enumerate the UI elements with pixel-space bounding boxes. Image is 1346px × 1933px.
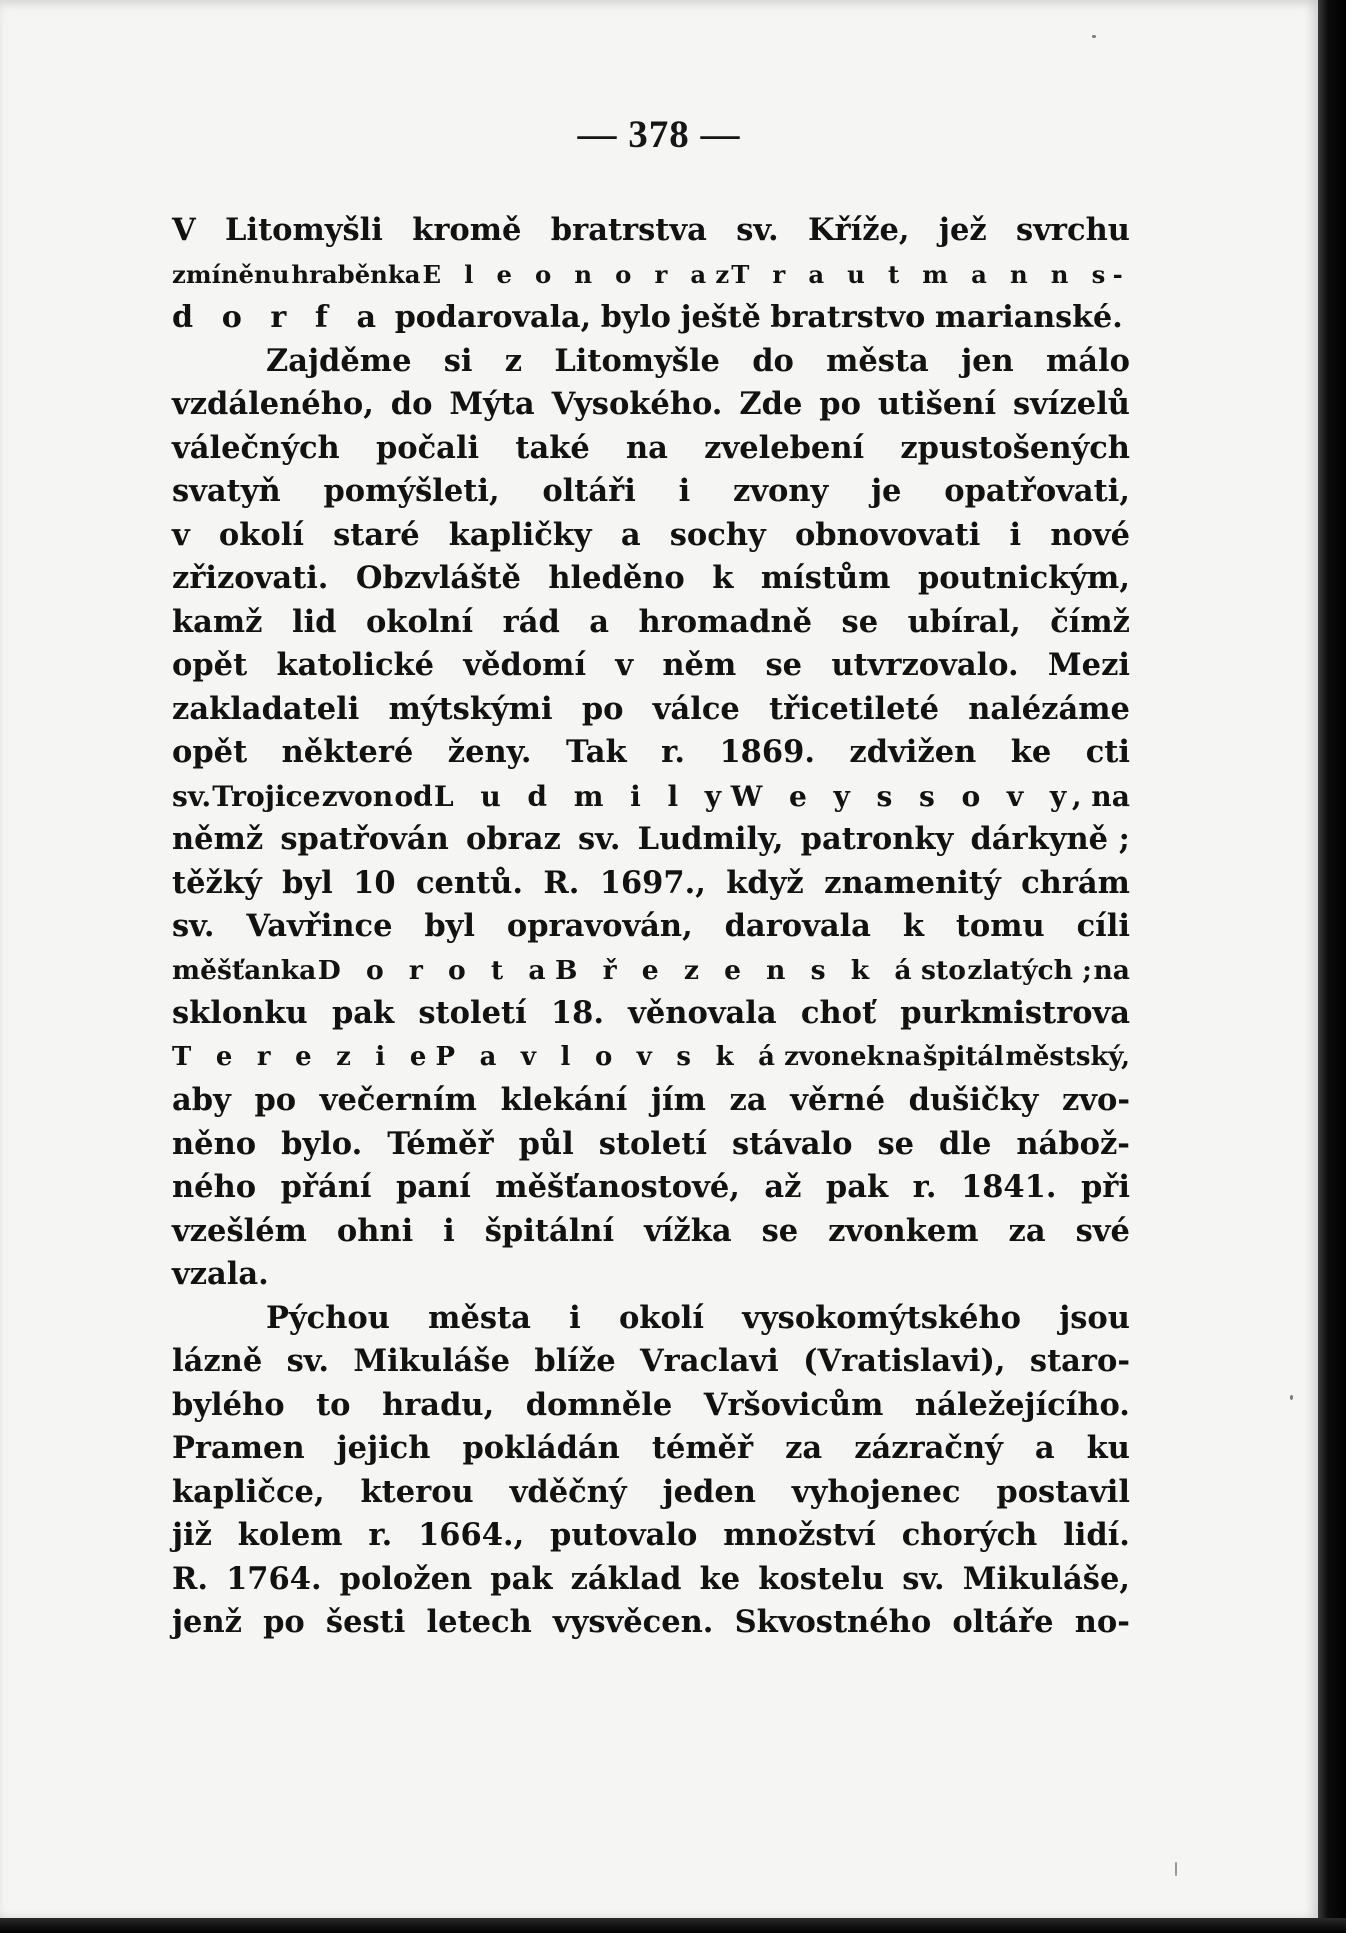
word: 1841. [960,1169,1057,1205]
word: 1697., [599,864,706,901]
word: Vršovicům [703,1386,884,1423]
word: při [1080,1169,1130,1205]
text-line [172,557,1130,601]
word: bylo [600,300,671,335]
word: se [877,1125,915,1162]
paper-speck [1175,1862,1177,1876]
word: kapličky [448,516,592,553]
word: sv. [172,908,215,944]
word: hleděno [548,560,685,596]
word: až [764,1169,802,1205]
text-line [172,1427,1130,1471]
word: kromě [412,212,522,248]
word: zakladateli [172,690,360,727]
word: R. [543,864,580,901]
word: Téměř [387,1125,494,1162]
word: z [504,342,523,379]
word: pak [490,1560,553,1597]
word: městský, [1005,1041,1130,1072]
word: si [443,342,473,379]
word: Zde [739,386,803,422]
word: nábož- [1016,1125,1130,1162]
word: kostelu [758,1560,885,1597]
word: půl [518,1125,574,1162]
word: v [172,516,190,553]
word: ohni [336,1212,414,1249]
word: zdvižen [849,734,977,770]
word: pomýšleti, [323,473,500,509]
word: Mezi [1047,647,1130,683]
word: některé [281,734,414,770]
word: chorých [901,1517,1038,1553]
word: ného [172,1169,257,1205]
word: Pýchou [266,1299,390,1336]
word: patronky [800,821,954,857]
text-line [172,731,1130,775]
word: kolem [237,1517,343,1553]
word: T r a u t m a n n s- [731,259,1130,289]
word: nalézáme [968,690,1130,727]
word: obnovovati [794,516,981,553]
word: dle [939,1125,992,1162]
word: domněle [525,1386,673,1423]
word: E l e o n o r a [422,259,714,289]
word: i [569,1299,581,1336]
word: a [620,516,641,553]
word: chrám [1021,864,1130,901]
text-line [172,1340,1130,1384]
word: cti [1085,734,1130,770]
word: Zajděme [266,342,412,379]
word: z [715,259,730,289]
word: jež [938,212,987,248]
word: století [598,1125,707,1162]
word: 1764. [226,1560,322,1597]
text-line [172,1471,1130,1515]
word: na [1093,954,1130,986]
word: základ [570,1560,682,1597]
word: r. [661,734,685,770]
word: darovala [724,908,871,944]
text-line [172,862,1130,906]
word: zvonek [784,1041,885,1072]
word: okolí [618,1299,704,1336]
word: D o r o t a [317,954,554,986]
word: vzdáleného, [172,386,374,422]
word: bratrstva [550,212,707,248]
word: sklonku [172,995,308,1031]
word: blíže [534,1343,616,1379]
word: jím [650,1082,706,1118]
word: purkmistrova [900,995,1130,1031]
word: r. [912,1169,937,1205]
word: bylého [172,1386,285,1423]
word: marianské. [934,300,1123,335]
word: ubíral, [907,603,1021,640]
word: vzešlém [172,1212,307,1249]
word: 1869. [719,734,815,770]
text-line [172,514,1130,558]
word: vížka [644,1212,732,1249]
word: zřizovati. [172,560,329,596]
text-line [172,775,1130,819]
word: vědomí [463,647,587,683]
word: no- [1074,1604,1130,1640]
word: staro- [1029,1343,1130,1379]
word: choť [800,995,877,1031]
word: za [1008,1212,1046,1249]
word: kamž [172,603,263,640]
word: svatyň [172,473,281,509]
word: oltáře [952,1604,1054,1640]
word: pak [825,1169,889,1205]
word: válečných [172,429,340,466]
word: P a v l o v s k á [435,1041,783,1072]
word: jen [961,342,1014,379]
word: podarovala, [394,300,592,335]
word: šesti [325,1604,406,1640]
word: zvo- [1061,1082,1130,1118]
text-line [172,1384,1130,1428]
word: B ř e z e n s k á [555,954,920,986]
word: něno [172,1125,257,1162]
word: opět [172,647,248,683]
word: R. [172,1560,208,1597]
word: jeden [662,1473,756,1510]
word: hromadně [638,603,813,640]
word: města [428,1299,531,1336]
word: staré [333,516,420,553]
word: kterou [360,1473,474,1510]
word: pak [331,995,395,1031]
word: dušičky [908,1082,1039,1118]
text-line [172,1123,1130,1167]
word: vyhojenec [791,1473,961,1510]
text-line [172,383,1130,427]
word: bylo. [281,1125,363,1162]
word: jsou [1059,1299,1130,1336]
word: a [589,603,610,640]
word: svrchu [1016,212,1130,248]
word: měšťanostové, [495,1169,740,1205]
word: sv. [578,821,621,857]
text-line [172,601,1130,645]
word: něm [662,647,737,683]
word: (Vratislavi), [803,1343,1006,1379]
word: těžký [172,864,262,901]
word: také [515,429,590,466]
word: lázně [172,1343,263,1379]
word: paní [395,1169,471,1205]
word: dárkyně ; [970,821,1130,857]
word: i [1009,516,1022,553]
word: pokládán [462,1430,620,1466]
word: již [172,1517,212,1553]
word: je [871,473,902,509]
word: postavil [996,1473,1130,1510]
word: putovalo [550,1517,698,1553]
word: sto [920,954,966,986]
word: čímž [1050,603,1130,640]
word: počali [375,429,480,466]
word: d o r f a [172,300,386,335]
word: a [1034,1430,1055,1466]
word: Skvostného [734,1604,932,1640]
word: okolní [365,603,474,640]
text-line [172,253,1130,297]
text-line [172,1601,1130,1645]
word: ještě [680,300,761,335]
word: Trojice [212,779,321,813]
word: Vavřince [246,908,393,944]
word: v [615,647,634,683]
word: za [729,1082,767,1118]
text-line [172,1036,1130,1080]
word: 18. [550,995,604,1031]
word: tomu [955,908,1045,944]
word: Obzvláště [355,560,521,596]
text-line [172,688,1130,732]
word: W e y s s o v y, [730,779,1091,813]
word: náležejícího. [914,1386,1130,1423]
word: sv. [902,1560,945,1597]
word: jenž [172,1604,242,1640]
word: Vysokého. [551,386,723,422]
word: stávalo [731,1125,853,1162]
word: zázračný [854,1430,1003,1466]
word: když [726,864,804,901]
text-line [172,209,1130,253]
word: byl [282,864,333,901]
word: poutnickým, [917,560,1130,596]
word: věrné [790,1082,886,1118]
word: okolí [218,516,304,553]
word: na [625,429,668,466]
text-line [172,992,1130,1036]
word: centů. [415,864,523,901]
word: na [885,1041,922,1072]
word: na [1091,779,1130,813]
word: kapličce, [172,1473,325,1510]
word: katolické [276,647,435,683]
word: věnovala [628,995,777,1031]
word: se [761,1212,799,1249]
word: sv. [172,779,212,813]
word: opravován, [506,908,693,944]
text-line [172,1514,1130,1558]
word: letech [426,1604,532,1640]
word: i [443,1212,455,1249]
word: Ludmily, [637,821,784,857]
word: opatřovati, [944,473,1130,509]
word: po [254,1082,297,1118]
word: aby [172,1082,231,1118]
word: množství [723,1517,876,1553]
word: zvony [732,473,829,509]
word: své [1075,1212,1130,1249]
word: rád [502,603,560,640]
word: zmíněnu [172,259,290,289]
word: Mikuláše [353,1343,511,1379]
word: klekání [500,1082,628,1118]
word: hradu, [382,1386,495,1423]
word: století [418,995,527,1031]
page-number-header: — 378 — [577,113,741,156]
word: po [819,386,861,422]
word: L u d m i l y [433,779,730,813]
word: málo [1045,342,1130,379]
word: po [263,1604,305,1640]
word: ke [1010,734,1052,770]
page-edge-shadow [1318,0,1346,1933]
word: místům [760,560,891,596]
word: ku [1086,1430,1130,1466]
word: sv. [286,1343,330,1379]
word: cíli [1076,908,1130,944]
word: V [172,212,196,248]
word: měšťanka [172,954,317,986]
word: se [841,603,879,640]
word: téměř [651,1430,754,1466]
page-bottom-shadow [0,1918,1346,1933]
word: znamenitý [824,864,1001,901]
paper-speck [1092,35,1096,38]
word: oltáři [542,473,636,509]
word: 10 [353,864,396,901]
word: Pramen [172,1430,305,1466]
word: lidí. [1063,1517,1130,1553]
word: třicetileté [769,690,939,727]
word: 1664., [418,1517,525,1553]
word: města [826,342,929,379]
word: T e r e z i e [172,1041,435,1072]
word: válce [652,690,740,727]
word: sochy [669,516,766,553]
word: utvrzovalo. [831,647,1019,683]
word: Vraclavi [639,1343,779,1379]
word: do [390,386,433,422]
text-line [172,1297,1130,1341]
word: zlatých ; [967,954,1092,986]
word: Litomyšle [554,342,720,379]
word: se [765,647,803,683]
word: zvelebení [704,429,865,466]
word: byl [424,908,475,944]
text-line [172,1079,1130,1123]
word: utišení [877,386,997,422]
word: opět [172,734,248,770]
word: vzala. [172,1256,269,1292]
paper-speck [1290,1395,1293,1400]
word: od [394,779,433,813]
text-line [172,340,1130,384]
word: spatřován [280,821,449,857]
body-text [172,209,1130,1645]
word: za [785,1430,823,1466]
word: ženy. [447,734,532,770]
word: jejich [336,1430,431,1466]
word: ke [699,1560,741,1597]
word: bratrstvo [770,300,926,335]
word: večerním [319,1082,477,1118]
word: položen [339,1560,473,1597]
word: do [752,342,794,379]
word: vysokomýtského [742,1299,1021,1336]
word: Kříže, [808,212,910,248]
word: po [581,690,624,727]
word: svízelů [1012,386,1130,422]
word: Litomyšli [225,212,383,248]
word: přání [280,1169,372,1205]
word: r. [368,1517,393,1553]
word: vysvěcen. [552,1604,714,1640]
text-line [172,427,1130,471]
word: to [316,1386,351,1423]
word: k [902,908,924,944]
word: i [678,473,691,509]
text-line [172,949,1130,993]
word: mýtskými [388,690,553,727]
word: špitál [922,1041,1004,1072]
text-line [172,1210,1130,1254]
word: obraz [465,821,561,857]
text-line [172,1558,1130,1602]
text-line [172,818,1130,862]
word: k [712,560,734,596]
text-line [172,470,1130,514]
word: němž [172,821,264,857]
word: sv. [736,212,779,248]
word: zvonkem [828,1212,979,1249]
word: zvon [321,779,394,813]
word: zpustošených [900,429,1130,466]
word: vděčný [509,1473,627,1510]
text-line [172,296,1130,340]
word: hraběnka [291,259,421,289]
text-line [172,905,1130,949]
word: Mýta [449,386,535,422]
text-line [172,644,1130,688]
text-line [172,1253,1130,1297]
text-line [172,1166,1130,1210]
word: Mikuláše, [962,1560,1130,1597]
word: špitální [484,1212,615,1249]
word: Tak [565,734,627,770]
word: lid [291,603,337,640]
word: nové [1050,516,1130,553]
